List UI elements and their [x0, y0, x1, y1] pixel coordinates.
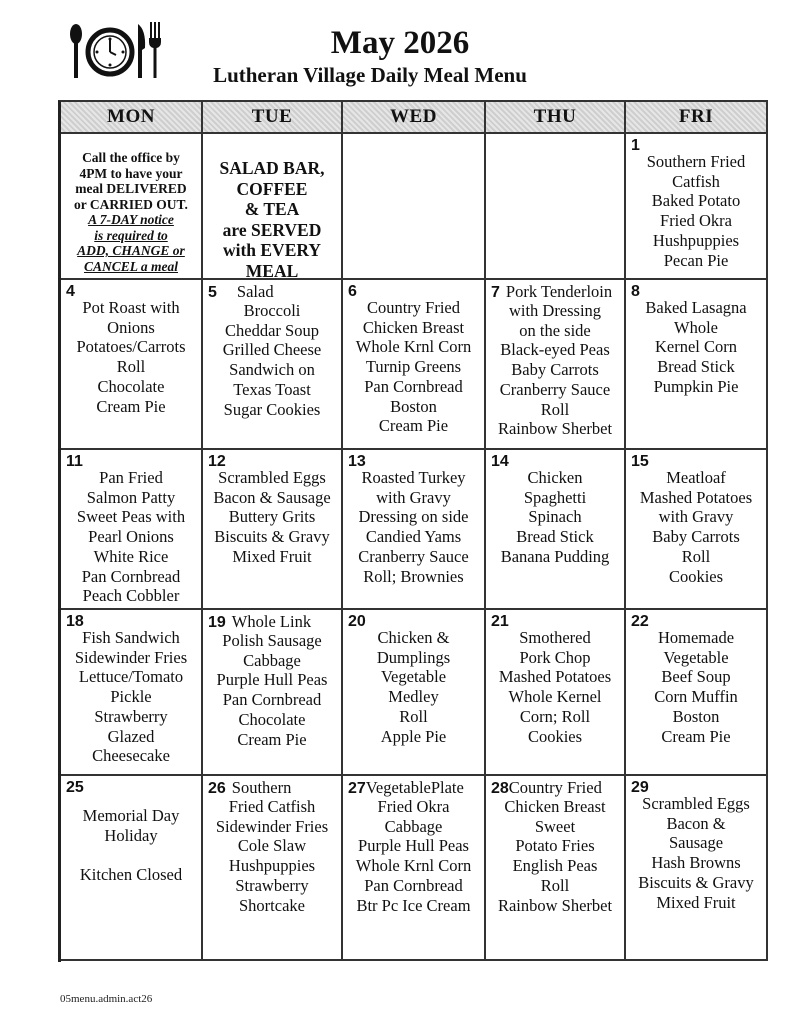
meal-item: Potatoes/Carrots: [76, 337, 186, 357]
day-cell: [343, 280, 486, 450]
meal-item: Cranberry Sauce: [499, 379, 611, 399]
meal-item: Roll: [399, 706, 428, 726]
meal-item: Pot Roast with: [82, 298, 180, 317]
meal-item: Grilled Cheese: [222, 340, 322, 360]
day-cell: [61, 450, 203, 610]
day-number: 11: [66, 453, 83, 470]
meal-item: Peach Cobbler: [82, 586, 180, 606]
meal-items: [343, 628, 484, 746]
meal-item: Pan Cornbread: [222, 690, 322, 710]
meal-item: Memorial Day: [82, 806, 180, 825]
day-number: 27: [348, 780, 366, 797]
meal-items: [626, 152, 766, 270]
meal-item: Homemade: [657, 628, 735, 647]
day-cell: [626, 776, 768, 961]
day-cell: [486, 776, 626, 961]
meal-item: Vegetable: [663, 647, 729, 667]
meal-item: Cream Pie: [237, 729, 307, 749]
meal-item: VegetablePlate: [365, 778, 464, 797]
meal-item: Mashed Potatoes: [498, 667, 612, 687]
meal-item: Meatloaf: [666, 468, 726, 487]
meal-item: Pumpkin Pie: [653, 376, 739, 396]
meal-items: [203, 631, 341, 749]
meal-item: Southern: [231, 778, 292, 797]
delivery-notice-cell: [61, 134, 203, 280]
meal-item: Sweet: [534, 816, 576, 836]
meal-item: Fried Okra: [660, 211, 732, 231]
day-header-wed: WED: [343, 102, 486, 134]
day-cell: [203, 280, 343, 450]
day-number: 13: [348, 453, 366, 470]
meal-item: Kitchen Closed: [79, 865, 183, 885]
meal-item: Corn; Roll: [519, 706, 591, 726]
meal-item: Strawberry: [235, 875, 309, 895]
meal-item: Roll: [540, 399, 570, 419]
meal-item: Chicken Breast: [362, 317, 465, 337]
day-number: 8: [631, 283, 640, 300]
day-number: 6: [348, 283, 357, 300]
meal-item: Pork Tenderloin: [505, 282, 613, 301]
meal-item: Mashed Potatoes: [639, 487, 753, 507]
meal-item: Mixed Fruit: [232, 546, 312, 566]
meal-item: Baked Potato: [651, 191, 741, 211]
meal-item: Candied Yams: [365, 527, 462, 547]
meal-items: [61, 298, 201, 416]
meal-items: [486, 468, 624, 567]
meal-item: Cheesecake: [92, 746, 170, 766]
meal-item: Catfish: [672, 171, 720, 191]
meal-items: [343, 298, 484, 436]
meal-item: Potato Fries: [515, 836, 595, 856]
meal-item: Whole: [674, 317, 718, 337]
meal-items: [61, 628, 201, 766]
meal-item: Cookies: [527, 726, 583, 746]
day-number: 15: [631, 453, 649, 470]
meal-item: Bacon & Sausage: [213, 487, 331, 507]
day-number-label: [208, 613, 311, 632]
meal-item: Boston: [672, 706, 720, 726]
meal-item: Cabbage: [384, 816, 443, 836]
meal-items: [626, 794, 766, 912]
meal-item: Sidewinder Fries: [215, 816, 329, 836]
meal-item: Pork Chop: [519, 647, 591, 667]
day-cell: [343, 610, 486, 776]
meal-item: Sugar Cookies: [223, 399, 321, 419]
meal-item: Pan Cornbread: [81, 566, 181, 586]
meal-item: Purple Hull Peas: [216, 670, 328, 690]
day-number-label: [66, 779, 84, 797]
meal-item: Chocolate: [238, 709, 306, 729]
day-number: 26: [208, 780, 226, 797]
meal-item: Vegetable: [380, 667, 447, 687]
day-number: 1: [631, 137, 640, 154]
day-number: 4: [66, 283, 75, 300]
meal-item: Roasted Turkey: [361, 468, 466, 487]
meal-item: White Rice: [93, 546, 169, 566]
delivery-notice: Call the office by 4PM to have your meal DELIVERED or CARRIED OUT. A 7-DAY notice is required to ADD, CHANGE or CANCEL a meal: [74, 150, 188, 274]
day-number-label: [208, 283, 274, 302]
meal-item: Bread Stick: [516, 527, 594, 547]
meal-items: [343, 468, 484, 586]
meal-item: Fried Okra: [377, 797, 450, 816]
day-number: 19: [208, 614, 226, 631]
meal-item: Pickle: [110, 687, 152, 707]
meal-item: Purple Hull Peas: [358, 836, 469, 856]
day-cell: [626, 450, 768, 610]
page-subtitle: Lutheran Village Daily Meal Menu: [213, 63, 527, 87]
meal-item: Whole Krnl Corn: [355, 337, 472, 357]
day-cell: [203, 776, 343, 961]
day-cell: [343, 450, 486, 610]
meal-item: Pecan Pie: [663, 250, 729, 270]
day-number: 21: [491, 613, 509, 630]
meal-item: Dressing on side: [358, 507, 469, 527]
meal-item: Dumplings: [376, 647, 451, 667]
meal-item: Pan Cornbread: [364, 875, 463, 895]
meal-item: with Gravy: [376, 487, 451, 507]
day-header-mon: MON: [61, 102, 203, 134]
meal-items: [486, 628, 624, 746]
meal-item: Roll: [116, 357, 146, 377]
meal-item: Chicken: [527, 468, 583, 487]
meal-item: Whole Kernel: [508, 687, 602, 707]
meal-item: Roll: [540, 875, 570, 895]
meal-item: Holiday: [104, 825, 158, 845]
meal-item: Cream Pie: [378, 416, 449, 436]
meal-item: Roll: [681, 546, 711, 566]
meal-item: Chocolate: [97, 376, 165, 396]
meal-item: Black-eyed Peas: [500, 340, 610, 360]
meal-item: Salad: [236, 282, 274, 301]
meal-item: Smothered: [519, 628, 591, 647]
day-number: 12: [208, 453, 226, 470]
meal-items: [626, 468, 766, 586]
day-cell: [343, 776, 486, 961]
day-number: 5: [208, 284, 217, 301]
day-cell: [626, 134, 768, 280]
salad-bar-notice: SALAD BAR, COFFEE & TEA are SERVED with EVERY MEAL: [219, 158, 325, 280]
meal-item: Cole Slaw: [237, 836, 307, 856]
meal-item: Cream Pie: [96, 396, 166, 416]
day-header-thu: THU: [486, 102, 626, 134]
meal-item: Corn Muffin: [654, 687, 738, 707]
menu-calendar: [58, 100, 768, 962]
meal-item: Spinach: [528, 507, 582, 527]
meal-item: Texas Toast: [233, 379, 311, 399]
salad-bar-notice-cell: [203, 134, 343, 280]
meal-item: on the side: [519, 320, 591, 340]
meal-item: Fried Catfish: [228, 797, 316, 816]
day-number: 7: [491, 284, 500, 301]
meal-item: Biscuits & Gravy: [638, 872, 754, 892]
meal-item: Apple Pie: [380, 726, 447, 746]
meal-items: [203, 797, 341, 915]
meal-item: Chicken Breast: [504, 797, 606, 816]
day-number-label: [491, 779, 602, 798]
day-cell: [486, 450, 626, 610]
meal-item: Cabbage: [243, 650, 301, 670]
meal-item: Fish Sandwich: [82, 628, 180, 647]
meal-item: Salmon Patty: [86, 487, 176, 507]
meal-item: Kernel Corn: [654, 337, 738, 357]
day-number: 25: [66, 779, 84, 796]
day-header-fri: FRI: [626, 102, 768, 134]
day-cell: [486, 610, 626, 776]
meal-item: Sausage: [668, 833, 724, 853]
empty-day-cell: [343, 134, 486, 280]
meal-item: Sidewinder Fries: [74, 647, 188, 667]
meal-item: Sandwich on: [229, 360, 315, 380]
day-number: 18: [66, 613, 84, 630]
meal-item: Hushpuppies: [228, 856, 316, 876]
day-cell: [486, 280, 626, 450]
meal-items: [203, 468, 341, 567]
day-cell: [203, 450, 343, 610]
meal-items: [61, 468, 201, 606]
meal-item: Onions: [107, 317, 155, 337]
meal-item: Banana Pudding: [500, 546, 610, 566]
meal-item: Rainbow Sherbet: [497, 895, 613, 915]
day-cell: [203, 610, 343, 776]
day-number: 20: [348, 613, 366, 630]
meal-item: Glazed: [107, 726, 155, 746]
day-cell: [626, 280, 768, 450]
meal-item: Spaghetti: [523, 487, 587, 507]
meal-item: Pan Fried: [99, 468, 163, 487]
meal-item: Lettuce/Tomato: [78, 667, 184, 687]
meal-item: Sweet Peas with: [76, 507, 186, 527]
meal-items: [486, 797, 624, 915]
meal-item: Boston: [390, 396, 437, 416]
day-number-label: [208, 779, 291, 798]
day-number: 14: [491, 453, 509, 470]
day-number-label: [491, 283, 612, 302]
meal-item: Baby Carrots: [652, 527, 740, 547]
day-cell: [61, 280, 203, 450]
meal-item: Cookies: [668, 566, 724, 586]
meal-item: Cranberry Sauce: [358, 546, 469, 566]
meal-items: [486, 301, 624, 439]
menu-header: [0, 0, 800, 95]
day-cell: [61, 610, 203, 776]
meal-item: Pearl Onions: [88, 527, 174, 547]
meal-item: Whole Krnl Corn: [355, 856, 472, 876]
meal-item: Chicken &: [377, 628, 450, 647]
meal-items: [343, 797, 484, 915]
empty-day-cell: [486, 134, 626, 280]
meal-items: [61, 806, 201, 885]
meal-item: Hash Browns: [651, 853, 741, 873]
meal-item: Polish Sausage: [222, 631, 322, 650]
meal-item: Southern Fried: [646, 152, 746, 171]
meal-item: Rainbow Sherbet: [497, 419, 613, 439]
day-header-tue: TUE: [203, 102, 343, 134]
meal-item: with Dressing: [508, 301, 602, 320]
meal-item: Shortcake: [239, 895, 305, 915]
meal-item: Whole Link: [231, 612, 312, 631]
day-number: 29: [631, 779, 649, 796]
meal-item: with Gravy: [658, 507, 734, 527]
day-number: 28: [491, 780, 509, 797]
meal-item: Biscuits & Gravy: [214, 527, 330, 547]
meal-item: Bacon &: [666, 813, 726, 833]
meal-item: Cheddar Soup: [225, 320, 319, 340]
day-number-label: [348, 779, 464, 798]
meal-item: Beef Soup: [661, 667, 731, 687]
day-cell: [61, 776, 203, 961]
meal-item: Hushpuppies: [652, 230, 740, 250]
meal-item: Medley: [388, 687, 439, 707]
meal-item: Baked Lasagna: [645, 298, 747, 317]
meal-item: Scrambled Eggs: [218, 468, 326, 487]
meal-item: Buttery Grits: [228, 507, 316, 527]
meal-item: Country Fried: [508, 778, 602, 797]
meal-item: Country Fried: [366, 298, 461, 317]
page-title: May 2026: [330, 25, 470, 61]
meal-items: [626, 628, 766, 746]
footer-code: 05menu.admin.act26: [60, 993, 153, 1005]
meal-item: Cream Pie: [661, 726, 731, 746]
meal-item: Scrambled Eggs: [642, 794, 750, 813]
meal-item: Broccoli: [243, 301, 301, 320]
meal-item: Baby Carrots: [511, 360, 599, 380]
meal-item: Pan Cornbread: [364, 376, 463, 396]
meal-item: Mixed Fruit: [656, 892, 736, 912]
meal-item: Btr Pc Ice Cream: [356, 895, 471, 915]
day-number: 22: [631, 613, 649, 630]
meal-item: Roll; Brownies: [363, 566, 464, 586]
meal-item: English Peas: [512, 856, 598, 876]
fork-clock-knife-logo: [66, 20, 166, 80]
meal-items: [626, 298, 766, 397]
meal-items: [203, 301, 341, 419]
meal-item: Bread Stick: [657, 357, 735, 377]
meal-item: Strawberry: [94, 706, 168, 726]
day-cell: [626, 610, 768, 776]
meal-item: Turnip Greens: [365, 357, 462, 377]
